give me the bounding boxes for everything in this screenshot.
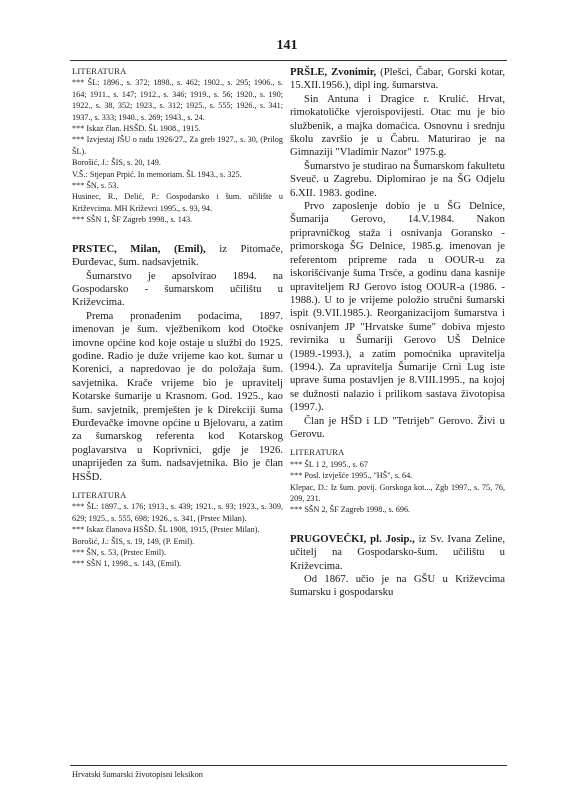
literature-block-prpic xyxy=(72,66,283,226)
literature-entry: Borošić, J.: ŠIS, s. 20, 149. xyxy=(72,158,161,168)
entry-intro: iz Sv. Ivana Zeline, učitelj na Gospodarsko-šum. učilištu u Križevcima. xyxy=(290,532,505,572)
entry-lead xyxy=(72,243,283,270)
literature-entry: V.Š.: Stjepan Prpić. In memoriam. ŠL 1943., s. 325. xyxy=(72,169,242,179)
entry-name: PRŠLE, Zvonimir, xyxy=(290,66,377,78)
page-number: 141 xyxy=(276,38,298,53)
entry-paragraph: Šumarstvo je studirao na Šumarskom fakultetu Sveuč. u Zagrebu. Diplomirao je na ŠG Odjelu 6.XII. 1983. godine. xyxy=(290,159,505,199)
entry-paragraph: Šumarstvo je apsolvirao 1894. na Gospodarsko - šumarskom učilištu u Križevcima. xyxy=(72,269,283,309)
left-column xyxy=(72,66,283,570)
entry-paragraph: Član je HŠD i LD "Tetrijeb" Gerovo. Živi u Gerovu. xyxy=(290,414,505,440)
literature-entry: *** Izvjestaj JŠU o radu 1926/27., Za greb 1927., s. 30, (Prilog ŠL). xyxy=(72,135,283,156)
biography-entry-prugovecki xyxy=(290,533,505,600)
entry-paragraph: Od 1867. učio je na GŠU u Križevcima šumarsku i gospodarsku xyxy=(290,573,505,599)
entry-lead xyxy=(290,533,505,573)
header-rule xyxy=(70,60,507,61)
literature-entry: *** ŠN, s. 53. xyxy=(72,181,119,191)
literature-entry: *** SŠN 1, 1998., s. 143, (Emil). xyxy=(72,559,182,569)
literature-entry: *** Iskaz član. HSŠD. ŠL 1908., 1915. xyxy=(72,124,201,134)
entry-name: PRSTEC, Milan, (Emil), xyxy=(72,242,206,255)
literature-entry: *** Iskaz članova HSŠD. ŠL 1908, 1915, (Prstec Milan). xyxy=(72,525,260,535)
biography-entry-prstec xyxy=(72,243,283,484)
entry-paragraph: Prvo zaposlenje dobio je u ŠG Delnice, Šumarija Gerovo, 14.V.1984. Nakon pripravničkog staža i osnivanja Goransko - primorskoga ŠG Delnice, 1985.g. imenovan je referentom pripreme rada u OOUR-u za iskorišćivanje šuma Trsće, a godinu dana kasnije upraviteljem RJ Gerovo istog OOUR-a (1986. - 1988.). U to je vrijeme položio stručni šumarski ispit (9.VII.1985.). Reorganizacijom šumarstva i osnivanjem JP "Hrvatske šume" dobiva mjesto revirnika u Šumariji Gerovo UŠ Delnice (1989.-1993.), a zatim pomoćnika upravitelja (1994.). Za upravitelja Šumarije Crni Lug iste uprave šuma postavljen je 8.VIII.1995., na kojoj se dužnosti nalazio i prilikom sastava životopisa (1997.). xyxy=(290,200,505,414)
literature-entry: *** Posl. izvješće 1995., "HŠ", s. 64. xyxy=(290,471,413,481)
literature-entry: Klepac, D.: Iz šum. povij. Gorskoga kot..., Zgb 1997., s. 75, 76, 209, 231. xyxy=(290,482,505,503)
footer-rule xyxy=(70,765,507,766)
literature-block-prsle xyxy=(290,447,505,515)
entry-intro: (Plešci, Čabar, Gorski kotar, 15.XII.1956.), dipl ing. šumarstva. xyxy=(290,66,506,92)
literature-heading: LITERATURA xyxy=(72,490,127,500)
literature-block-prstec xyxy=(72,490,283,570)
literature-entry: *** SŠN 1, ŠF Zagreb 1998., s. 143. xyxy=(72,215,193,225)
right-column xyxy=(290,66,505,600)
literature-heading: LITERATURA xyxy=(72,66,127,76)
literature-entry: *** ŠL 1 2, 1995., s. 67 xyxy=(290,459,368,469)
literature-entry: *** ŠN, s. 53, (Prstec Emil). xyxy=(72,548,166,558)
literature-entry: *** ŠL: 1897., s. 176; 1913., s. 439; 1921., s. 93; 1923., s. 309, 629; 1925., s. 555, 698; 1926., s. 341, (Prstec Milan). xyxy=(72,502,283,523)
literature-entry: Borošić, J.: ŠIS, s. 19, 149, (P. Emil). xyxy=(72,536,195,546)
entry-intro: iz Pitomače, Đurđevac, šum. nadsavjetnik. xyxy=(72,242,283,269)
running-footer: Hrvatski šumarski životopisni leksikon xyxy=(72,770,203,779)
biography-entry-prsle xyxy=(290,66,505,441)
entry-paragraph: Sin Antuna i Dragice r. Krulić. Hrvat, rimokatoličke vjeroispovijesti. Otac mu je bio službenik, a majka domaćica. Osnovnu i srednju školu završio je u Čabru. Maturirao je na Gimnaziji "Vladimir Nazor" 1975.g. xyxy=(290,92,505,159)
entry-paragraph: Prema pronađenim podacima, 1897. imenovan je šum. vježbenikom kod Otočke imovne općine kod koje ostaje u službi do 1925. godine. Radio je duže vrijeme kao kot. šumar u Korenici, a napredovao je do položaja šum. savjetnika. Krače vrijeme bio je upravitelj Kotarske šumarije u Krasnom. God. 1925., kao šum. savjetnik, premješten je k Direkciji šuma Đurđevačke imovne općine u Bjelovaru, a zatim za šumarskog referenta kod Kotarskog poglavarstva u Koprivnici, gdje je 1926. unaprijeđen za šum. nadsavjetnika. Bio je član HSŠD. xyxy=(72,309,283,483)
literature-entry: *** SŠN 2, ŠF Zagreb 1998., s. 696. xyxy=(290,505,411,515)
literature-entry: *** ŠL: 1896., s. 372; 1898., s. 462; 1902., s. 295; 1906., s. 164; 1911., s. 147; 1912., s. 346; 1919., s. 56; 1920., s. 190; 1922., s. 38, 352; 1923., s. 312; 1925., s. 555; 1926., s. 341; 1937., s. 333; 1940., s. 269; 1943., s. 24. xyxy=(72,78,283,122)
literature-entry: Husinec, R., Delić, P.: Gospodarsko i šum. učilište u Križevcima. MH Križevci 1995., s. 93, 94. xyxy=(72,192,283,213)
entry-lead xyxy=(290,66,505,93)
literature-heading: LITERATURA xyxy=(290,447,345,458)
entry-name: PRUGOVEČKI, pl. Josip., xyxy=(290,532,415,545)
